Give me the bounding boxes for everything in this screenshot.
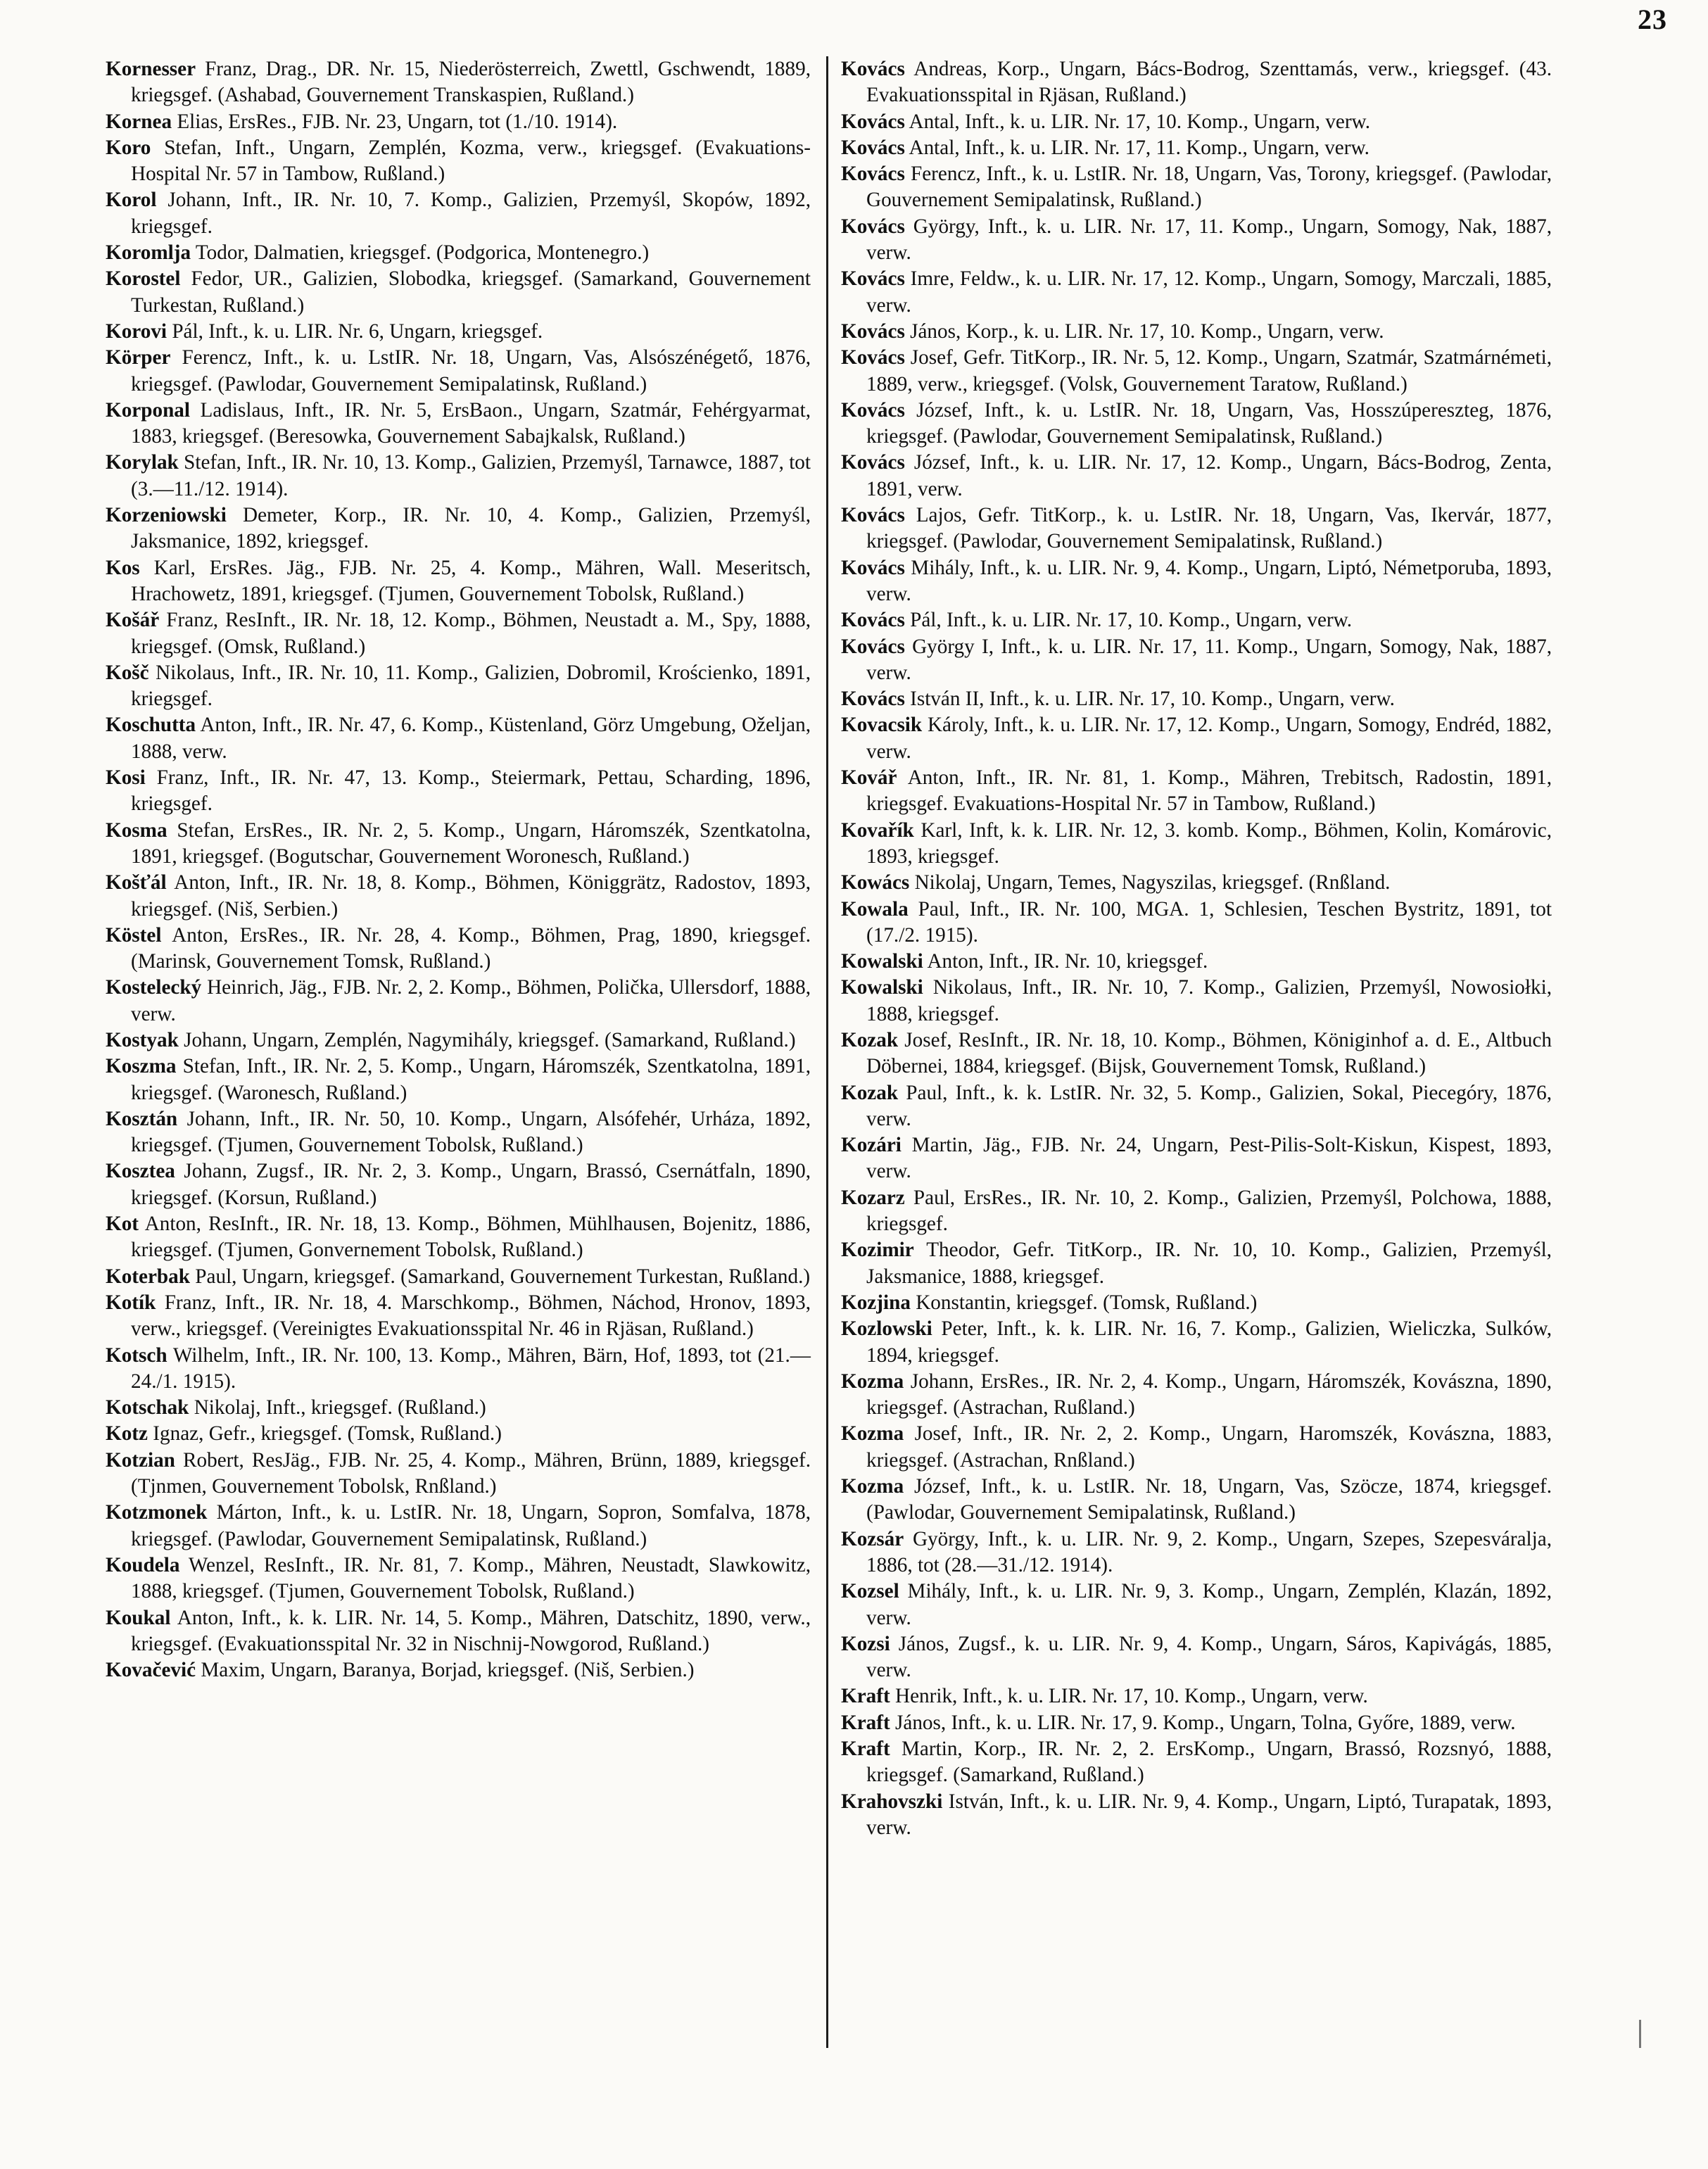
entry-details: Anton, Inft., IR. Nr. 18, 8. Komp., Böhmen, Königgrätz, Radostov, 1893, kriegsgef. (Niš, Serbien.)	[131, 871, 811, 921]
casualty-entry	[106, 1290, 811, 1343]
casualty-entry	[106, 1395, 811, 1421]
entry-details: Ladislaus, Inft., IR. Nr. 5, ErsBaon., Ungarn, Szatmár, Fehérgyarmat, 1883, kriegsgef. (Beresowka, Gouvernement Sabajkalsk, Rußland.)	[131, 398, 811, 448]
casualty-entry	[106, 345, 811, 398]
casualty-entry	[106, 109, 811, 135]
entry-surname: Koudela	[106, 1553, 180, 1576]
entry-surname: Koschutta	[106, 714, 196, 737]
casualty-entry	[841, 686, 1552, 712]
casualty-entry	[106, 135, 811, 188]
entry-details: Mihály, Inft., k. u. LIR. Nr. 9, 4. Komp., Ungarn, Liptó, Németporuba, 1893, verw.	[866, 556, 1552, 605]
entry-details: Josef, Inft., IR. Nr. 2, 2. Komp., Ungarn, Haromszék, Kovászna, 1883, kriegsgef. (Astrachan, Rnßland.)	[866, 1422, 1552, 1472]
casualty-entry	[841, 1474, 1552, 1526]
entry-details: Stefan, ErsRes., IR. Nr. 2, 5. Komp., Ungarn, Háromszék, Szentkatolna, 1891, kriegsgef. (Bogutschar, Gouvernement Woronesch, Rußland.)	[131, 818, 811, 868]
entry-surname: Kovács	[841, 110, 905, 133]
entry-surname: Kozak	[841, 1081, 899, 1104]
entry-details: Paul, ErsRes., IR. Nr. 10, 2. Komp., Galizien, Przemyśl, Polchowa, 1888, kriegsgef.	[866, 1186, 1552, 1236]
casualty-entry	[106, 765, 811, 818]
entry-details: Anton, Inft., k. k. LIR. Nr. 14, 5. Komp., Mähren, Datschitz, 1890, verw., kriegsgef. (Evakuationsspital Nr. 32 in Nischnij-Nowgorod, Rußland.)	[131, 1606, 811, 1655]
entry-surname: Kowalski	[841, 950, 923, 973]
entry-surname: Kozarz	[841, 1186, 905, 1209]
entry-surname: Kozlowski	[841, 1317, 932, 1341]
entry-surname: Košč	[106, 661, 149, 684]
entry-details: Peter, Inft., k. k. LIR. Nr. 16, 7. Komp., Galizien, Wieliczka, Sulków, 1894, kriegsgef.	[866, 1317, 1552, 1367]
casualty-entry	[106, 1054, 811, 1106]
entry-details: Johann, ErsRes., IR. Nr. 2, 4. Komp., Ungarn, Háromszék, Kovászna, 1890, kriegsgef. (Astrachan, Rußland.)	[866, 1370, 1552, 1419]
casualty-entry	[841, 1316, 1552, 1369]
casualty-entry	[106, 660, 811, 713]
page-number: 23	[1638, 4, 1667, 35]
casualty-entry	[106, 975, 811, 1027]
entry-surname: Kraft	[841, 1738, 890, 1760]
entry-details: Pál, Inft., k. u. LIR. Nr. 17, 10. Komp., Ungarn, verw.	[910, 609, 1353, 632]
casualty-entry	[841, 450, 1552, 502]
casualty-entry	[106, 398, 811, 450]
casualty-entry	[106, 1657, 811, 1683]
casualty-entry	[841, 319, 1552, 345]
entry-details: Wenzel, ResInft., IR. Nr. 81, 7. Komp., Mähren, Neustadt, Slawkowitz, 1888, kriegsgef. (Tjumen, Gouvernement Tobolsk, Rußland.)	[131, 1553, 811, 1603]
entry-surname: Korylak	[106, 451, 179, 474]
entry-surname: Kozári	[841, 1134, 902, 1157]
entry-details: Karl, Inft, k. k. LIR. Nr. 12, 3. komb. Komp., Böhmen, Kolin, Komárovic, 1893, kriegsgef.	[866, 818, 1552, 868]
entry-surname: Kozsi	[841, 1632, 890, 1655]
entry-details: Ferencz, Inft., k. u. LstIR. Nr. 18, Ungarn, Vas, Torony, kriegsgef. (Pawlodar, Gouvernement Semipalatinsk, Rußland.)	[866, 163, 1552, 212]
casualty-entry	[841, 870, 1552, 896]
entry-details: Johann, Zugsf., IR. Nr. 2, 3. Komp., Ungarn, Brassó, Csernátfaln, 1890, kriegsgef. (Korsun, Rußland.)	[131, 1160, 811, 1209]
entry-details: Josef, ResInft., IR. Nr. 18, 10. Komp., Böhmen, Königinhof a. d. E., Altbuch Döbernei, 1884, kriegsgef. (Bijsk, Gouvernement Tomsk, Rußland.)	[866, 1028, 1552, 1078]
entry-surname: Kovács	[841, 609, 905, 632]
entry-surname: Kotz	[106, 1422, 148, 1446]
entry-surname: Kozjina	[841, 1291, 911, 1314]
entry-surname: Kovács	[841, 688, 905, 711]
entry-details: Wilhelm, Inft., IR. Nr. 100, 13. Komp., Mähren, Bärn, Hof, 1893, tot (21.—24./1. 1915).	[131, 1343, 811, 1393]
entry-details: Martin, Korp., IR. Nr. 2, 2. ErsKomp., Ungarn, Brassó, Rozsnyó, 1888, kriegsgef. (Samarkand, Rußland.)	[866, 1738, 1552, 1787]
entry-details: János, Inft., k. u. LIR. Nr. 17, 9. Komp., Ungarn, Tolna, Győre, 1889, verw.	[895, 1711, 1516, 1734]
entry-surname: Krahovszki	[841, 1790, 943, 1813]
casualty-entry	[841, 765, 1552, 818]
casualty-entry	[106, 1448, 811, 1500]
entry-details: István II, Inft., k. u. LIR. Nr. 17, 10. Komp., Ungarn, verw.	[910, 688, 1395, 711]
entry-surname: Kosztán	[106, 1107, 178, 1130]
casualty-entry	[106, 1605, 811, 1658]
entry-surname: Kozma	[841, 1475, 904, 1498]
entry-details: István, Inft., k. u. LIR. Nr. 9, 4. Komp., Ungarn, Liptó, Turapatak, 1893, verw.	[866, 1790, 1552, 1839]
entry-details: Franz, ResInft., IR. Nr. 18, 12. Komp., Böhmen, Neustadt a. M., Spy, 1888, kriegsgef. (Omsk, Rußland.)	[131, 609, 811, 658]
entry-surname: Kovács	[841, 163, 905, 186]
entry-surname: Kovačević	[106, 1659, 196, 1682]
entry-surname: Kraft	[841, 1685, 890, 1708]
entry-surname: Kornesser	[106, 58, 196, 80]
casualty-entry	[106, 1500, 811, 1553]
entry-details: Antal, Inft., k. u. LIR. Nr. 17, 11. Komp., Ungarn, verw.	[909, 136, 1369, 159]
casualty-entry	[841, 1710, 1552, 1736]
entry-surname: Kozak	[841, 1028, 899, 1051]
entry-surname: Koro	[106, 136, 151, 159]
entry-details: Fedor, UR., Galizien, Slobodka, kriegsgef. (Samarkand, Gouvernement Turkestan, Rußland.)	[131, 267, 811, 317]
page-edge-mark	[1624, 2020, 1641, 2048]
casualty-entry	[841, 1132, 1552, 1185]
entry-details: Anton, ErsRes., IR. Nr. 28, 4. Komp., Böhmen, Prag, 1890, kriegsgef. (Marinsk, Gouvernement Tomsk, Rußland.)	[131, 923, 811, 973]
right-column	[841, 56, 1552, 1841]
casualty-entry	[841, 345, 1552, 398]
entry-details: Franz, Inft., IR. Nr. 47, 13. Komp., Steiermark, Pettau, Scharding, 1896, kriegsgef.	[131, 766, 811, 816]
entry-details: József, Inft., k. u. LIR. Nr. 17, 12. Komp., Ungarn, Bács-Bodrog, Zenta, 1891, verw.	[866, 451, 1552, 500]
entry-surname: Korol	[106, 189, 157, 212]
casualty-entry	[841, 398, 1552, 450]
entry-details: Lajos, Gefr. TitKorp., k. u. LstIR. Nr. 18, Ungarn, Vas, Ikervár, 1877, kriegsgef. (Pawlodar, Gouvernement Semipalatinsk, Rußland.)	[866, 504, 1552, 553]
casualty-entry	[106, 1264, 811, 1290]
entry-surname: Kosi	[106, 766, 146, 790]
entry-details: Paul, Ungarn, kriegsgef. (Samarkand, Gouvernement Turkestan, Rußland.)	[195, 1265, 811, 1288]
entry-surname: Kornea	[106, 110, 172, 133]
entry-surname: Kovács	[841, 504, 905, 527]
entry-details: Andreas, Korp., Ungarn, Bács-Bodrog, Szenttamás, verw., kriegsgef. (43. Evakuationsspital in Rjäsan, Rußland.)	[866, 58, 1552, 107]
entry-details: Anton, Inft., IR. Nr. 81, 1. Komp., Mähren, Trebitsch, Radostin, 1891, kriegsgef. Evakuations-Hospital Nr. 57 in Tambow, Rußland.)	[866, 766, 1552, 816]
left-column	[106, 56, 811, 1683]
casualty-entry	[841, 135, 1552, 161]
entry-surname: Korzeniowski	[106, 504, 227, 527]
casualty-entry	[106, 555, 811, 608]
entry-details: Heinrich, Jäg., FJB. Nr. 2, 2. Komp., Böhmen, Polička, Ullersdorf, 1888, verw.	[131, 976, 811, 1025]
entry-surname: Kozimir	[841, 1239, 914, 1262]
entry-surname: Kovács	[841, 320, 905, 343]
entry-surname: Koromlja	[106, 241, 191, 265]
entry-details: Maxim, Ungarn, Baranya, Borjad, kriegsgef. (Niš, Serbien.)	[201, 1659, 695, 1682]
entry-surname: Koszma	[106, 1055, 177, 1078]
entry-details: Konstantin, kriegsgef. (Tomsk, Rußland.)	[916, 1291, 1258, 1314]
casualty-entry	[106, 1343, 811, 1396]
entry-details: Nikolaus, Inft., IR. Nr. 10, 11. Komp., Galizien, Dobromil, Krościenko, 1891, kriegsgef.	[131, 661, 811, 711]
entry-surname: Koukal	[106, 1606, 171, 1629]
casualty-entry	[106, 818, 811, 871]
entry-surname: Kot	[106, 1213, 139, 1236]
casualty-entry	[106, 1027, 811, 1054]
entry-surname: Kostyak	[106, 1028, 179, 1051]
entry-surname: Košář	[106, 609, 160, 632]
entry-surname: Kowala	[841, 897, 909, 921]
casualty-entry	[106, 319, 811, 345]
entry-surname: Korponal	[106, 398, 191, 422]
entry-details: Todor, Dalmatien, kriegsgef. (Podgorica, Montenegro.)	[195, 241, 650, 265]
entry-details: János, Zugsf., k. u. LIR. Nr. 9, 4. Komp., Ungarn, Sáros, Kapivágás, 1885, verw.	[866, 1632, 1552, 1682]
entry-details: Nikolaus, Inft., IR. Nr. 10, 7. Komp., Galizien, Przemyśl, Nowosiołki, 1888, kriegsgef.	[866, 976, 1552, 1025]
entry-details: János, Korp., k. u. LIR. Nr. 17, 10. Komp., Ungarn, verw.	[910, 320, 1384, 343]
entry-surname: Kovář	[841, 766, 897, 790]
entry-details: Johann, Ungarn, Zemplén, Nagymihály, kriegsgef. (Samarkand, Rußland.)	[184, 1028, 796, 1051]
column-divider	[826, 56, 828, 2048]
casualty-entry	[841, 1237, 1552, 1290]
casualty-entry	[106, 607, 811, 660]
casualty-entry	[841, 949, 1552, 975]
entry-details: Franz, Inft., IR. Nr. 18, 4. Marschkomp., Böhmen, Náchod, Hronov, 1893, verw., kriegsgef. (Vereinigtes Evakuationsspital Nr. 46 in Rjäsan, Rußland.)	[131, 1291, 811, 1341]
casualty-entry	[841, 1736, 1552, 1789]
entry-details: Stefan, Inft., IR. Nr. 2, 5. Komp., Ungarn, Háromszék, Szentkatolna, 1891, kriegsgef. (Waronesch, Rußland.)	[131, 1055, 811, 1104]
entry-surname: Kowalski	[841, 976, 923, 999]
entry-surname: Kotschak	[106, 1396, 189, 1419]
entry-details: Pál, Inft., k. u. LIR. Nr. 6, Ungarn, kriegsgef.	[172, 320, 543, 343]
entry-surname: Köstel	[106, 923, 162, 947]
entry-details: Demeter, Korp., IR. Nr. 10, 4. Komp., Galizien, Przemyśl, Jaksmanice, 1892, kriegsgef.	[131, 504, 811, 553]
entry-surname: Kosma	[106, 818, 167, 842]
entry-details: György, Inft., k. u. LIR. Nr. 9, 2. Komp., Ungarn, Szepes, Szepesváralja, 1886, tot (28.—31./12. 1914).	[866, 1527, 1552, 1576]
casualty-entry	[841, 1683, 1552, 1709]
entry-details: Josef, Gefr. TitKorp., IR. Nr. 5, 12. Komp., Ungarn, Szatmár, Szatmárnémeti, 1889, verw., kriegsgef. (Volsk, Gouvernement Taratow, Rußland.)	[866, 346, 1552, 396]
entry-surname: Kowács	[841, 871, 910, 894]
entry-surname: Kotzmonek	[106, 1501, 208, 1524]
casualty-entry	[106, 870, 811, 923]
entry-surname: Korostel	[106, 267, 181, 291]
casualty-entry	[841, 502, 1552, 555]
entry-details: Robert, ResJäg., FJB. Nr. 25, 4. Komp., Mähren, Brünn, 1889, kriegsgef. (Tjnmen, Gouvernement Tobolsk, Rnßland.)	[131, 1448, 811, 1498]
casualty-entry	[841, 897, 1552, 949]
casualty-entry	[106, 1211, 811, 1264]
entry-details: Anton, Inft., IR. Nr. 47, 6. Komp., Küstenland, Görz Umgebung, Oželjan, 1888, verw.	[131, 714, 811, 763]
entry-details: Johann, Inft., IR. Nr. 10, 7. Komp., Galizien, Przemyśl, Skopów, 1892, kriegsgef.	[131, 189, 811, 238]
casualty-entry	[841, 634, 1552, 687]
casualty-entry	[106, 1553, 811, 1605]
entry-details: Stefan, Inft., IR. Nr. 10, 13. Komp., Galizien, Przemyśl, Tarnawce, 1887, tot (3.—11./12. 1914).	[131, 451, 811, 500]
entry-details: Franz, Drag., DR. Nr. 15, Niederösterreich, Zwettl, Gschwendt, 1889, kriegsgef. (Ashabad, Gouvernement Transkaspien, Rußland.)	[131, 58, 811, 107]
entry-details: Elias, ErsRes., FJB. Nr. 23, Ungarn, tot (1./10. 1914).	[177, 110, 618, 133]
entry-surname: Kozma	[841, 1370, 904, 1393]
casualty-entry	[841, 555, 1552, 608]
casualty-entry	[841, 1369, 1552, 1422]
entry-details: József, Inft., k. u. LstIR. Nr. 18, Ungarn, Vas, Hosszúpereszteg, 1876, kriegsgef. (Pawlodar, Gouvernement Semipalatinsk, Rußland.)	[866, 398, 1552, 448]
entry-surname: Kozsár	[841, 1527, 904, 1550]
casualty-entry	[841, 1789, 1552, 1842]
casualty-entry	[106, 56, 811, 109]
casualty-entry	[106, 1421, 811, 1447]
casualty-entry	[841, 712, 1552, 765]
entry-surname: Kovács	[841, 398, 905, 422]
casualty-entry	[841, 214, 1552, 267]
entry-surname: Košťál	[106, 871, 167, 894]
casualty-entry	[841, 1631, 1552, 1684]
casualty-entry	[106, 1158, 811, 1211]
entry-details: Nikolaj, Ungarn, Temes, Nagyszilas, kriegsgef. (Rnßland.	[914, 871, 1391, 894]
entry-surname: Kovács	[841, 346, 905, 369]
entry-details: György, Inft., k. u. LIR. Nr. 17, 11. Komp., Ungarn, Somogy, Nak, 1887, verw.	[866, 215, 1552, 265]
entry-surname: Kraft	[841, 1711, 890, 1734]
casualty-entry	[841, 975, 1552, 1027]
casualty-entry	[841, 161, 1552, 214]
entry-details: Ferencz, Inft., k. u. LstIR. Nr. 18, Ungarn, Vas, Alsószénégető, 1876, kriegsgef. (Pawlodar, Gouvernement Semipalatinsk, Rußland.)	[131, 346, 811, 396]
entry-surname: Kovács	[841, 215, 905, 238]
entry-surname: Kostelecký	[106, 976, 202, 999]
entry-surname: Kovacsik	[841, 714, 923, 737]
entry-details: Károly, Inft., k. u. LIR. Nr. 17, 12. Komp., Ungarn, Somogy, Endréd, 1882, verw.	[866, 714, 1552, 763]
entry-details: Paul, Inft., k. k. LstIR. Nr. 32, 5. Komp., Galizien, Sokal, Piecegóry, 1876, verw.	[866, 1081, 1552, 1130]
casualty-entry	[841, 1421, 1552, 1474]
entry-details: Antal, Inft., k. u. LIR. Nr. 17, 10. Komp., Ungarn, verw.	[909, 110, 1371, 133]
casualty-entry	[106, 502, 811, 555]
casualty-entry	[841, 607, 1552, 633]
casualty-entry	[106, 712, 811, 765]
entry-surname: Kovács	[841, 556, 905, 579]
entry-details: Mihály, Inft., k. u. LIR. Nr. 9, 3. Komp., Ungarn, Zemplén, Klazán, 1892, verw.	[866, 1580, 1552, 1629]
casualty-entry	[841, 1080, 1552, 1133]
entry-details: Johann, Inft., IR. Nr. 50, 10. Komp., Ungarn, Alsófehér, Urháza, 1892, kriegsgef. (Tjumen, Gouvernement Tobolsk, Rußland.)	[131, 1107, 811, 1157]
casualty-entry	[841, 109, 1552, 135]
entry-surname: Korovi	[106, 320, 167, 343]
casualty-entry	[841, 1290, 1552, 1316]
casualty-entry	[106, 266, 811, 319]
casualty-entry	[106, 240, 811, 266]
entry-details: Ignaz, Gefr., kriegsgef. (Tomsk, Rußland.)	[153, 1422, 502, 1446]
entry-details: György I, Inft., k. u. LIR. Nr. 17, 11. Komp., Ungarn, Somogy, Nak, 1887, verw.	[866, 635, 1552, 684]
casualty-entry	[841, 1526, 1552, 1579]
entry-surname: Kovács	[841, 267, 905, 291]
casualty-entry	[841, 1185, 1552, 1238]
entry-surname: Kozsel	[841, 1580, 899, 1603]
entry-details: Theodor, Gefr. TitKorp., IR. Nr. 10, 10. Komp., Galizien, Przemyśl, Jaksmanice, 1888, kriegsgef.	[866, 1239, 1552, 1288]
entry-details: Henrik, Inft., k. u. LIR. Nr. 17, 10. Komp., Ungarn, verw.	[895, 1685, 1368, 1708]
entry-details: Anton, ResInft., IR. Nr. 18, 13. Komp., Böhmen, Mühlhausen, Bojenitz, 1886, kriegsgef. (Tjumen, Gonvernement Tobolsk, Rußland.)	[131, 1213, 811, 1262]
entry-surname: Kotík	[106, 1291, 156, 1314]
casualty-entry	[106, 923, 811, 975]
entry-surname: Körper	[106, 346, 171, 369]
casualty-entry	[841, 818, 1552, 871]
entry-surname: Kovařík	[841, 818, 914, 842]
casualty-entry	[106, 450, 811, 502]
entry-details: Anton, Inft., IR. Nr. 10, kriegsgef.	[927, 950, 1208, 973]
entry-surname: Kovács	[841, 58, 905, 80]
entry-details: József, Inft., k. u. LstIR. Nr. 18, Ungarn, Vas, Szöcze, 1874, kriegsgef. (Pawlodar, Gouvernement Semipalatinsk, Rußland.)	[866, 1475, 1552, 1524]
casualty-entry	[841, 1579, 1552, 1631]
entry-details: Karl, ErsRes. Jäg., FJB. Nr. 25, 4. Komp., Mähren, Wall. Meseritsch, Hrachowetz, 1891, kriegsgef. (Tjumen, Gouvernement Tobolsk, Rußland.)	[131, 556, 811, 605]
entry-details: Stefan, Inft., Ungarn, Zemplén, Kozma, verw., kriegsgef. (Evakuations-Hospital Nr. 57 in Tambow, Rußland.)	[131, 136, 811, 186]
casualty-entry	[841, 56, 1552, 109]
entry-surname: Koterbak	[106, 1265, 190, 1288]
casualty-entry	[106, 187, 811, 240]
entry-details: Imre, Feldw., k. u. LIR. Nr. 17, 12. Komp., Ungarn, Somogy, Marczali, 1885, verw.	[866, 267, 1552, 317]
entry-surname: Kos	[106, 556, 140, 579]
entry-surname: Kozma	[841, 1422, 904, 1446]
entry-surname: Kotsch	[106, 1343, 167, 1367]
entry-details: Paul, Inft., IR. Nr. 100, MGA. 1, Schlesien, Teschen Bystritz, 1891, tot (17./2. 1915).	[866, 897, 1552, 947]
casualty-entry	[106, 1106, 811, 1159]
entry-surname: Kovács	[841, 451, 905, 474]
entry-details: Nikolaj, Inft., kriegsgef. (Rußland.)	[194, 1396, 486, 1419]
entry-surname: Kovács	[841, 635, 905, 658]
entry-surname: Kotzian	[106, 1448, 175, 1472]
casualty-entry	[841, 266, 1552, 319]
entry-details: Martin, Jäg., FJB. Nr. 24, Ungarn, Pest-Pilis-Solt-Kiskun, Kispest, 1893, verw.	[866, 1134, 1552, 1183]
casualty-entry	[841, 1027, 1552, 1080]
entry-details: Márton, Inft., k. u. LstIR. Nr. 18, Ungarn, Sopron, Somfalva, 1878, kriegsgef. (Pawlodar, Gouvernement Semipalatinsk, Rußland.)	[131, 1501, 811, 1550]
entry-surname: Kosztea	[106, 1160, 175, 1183]
entry-surname: Kovács	[841, 136, 905, 159]
